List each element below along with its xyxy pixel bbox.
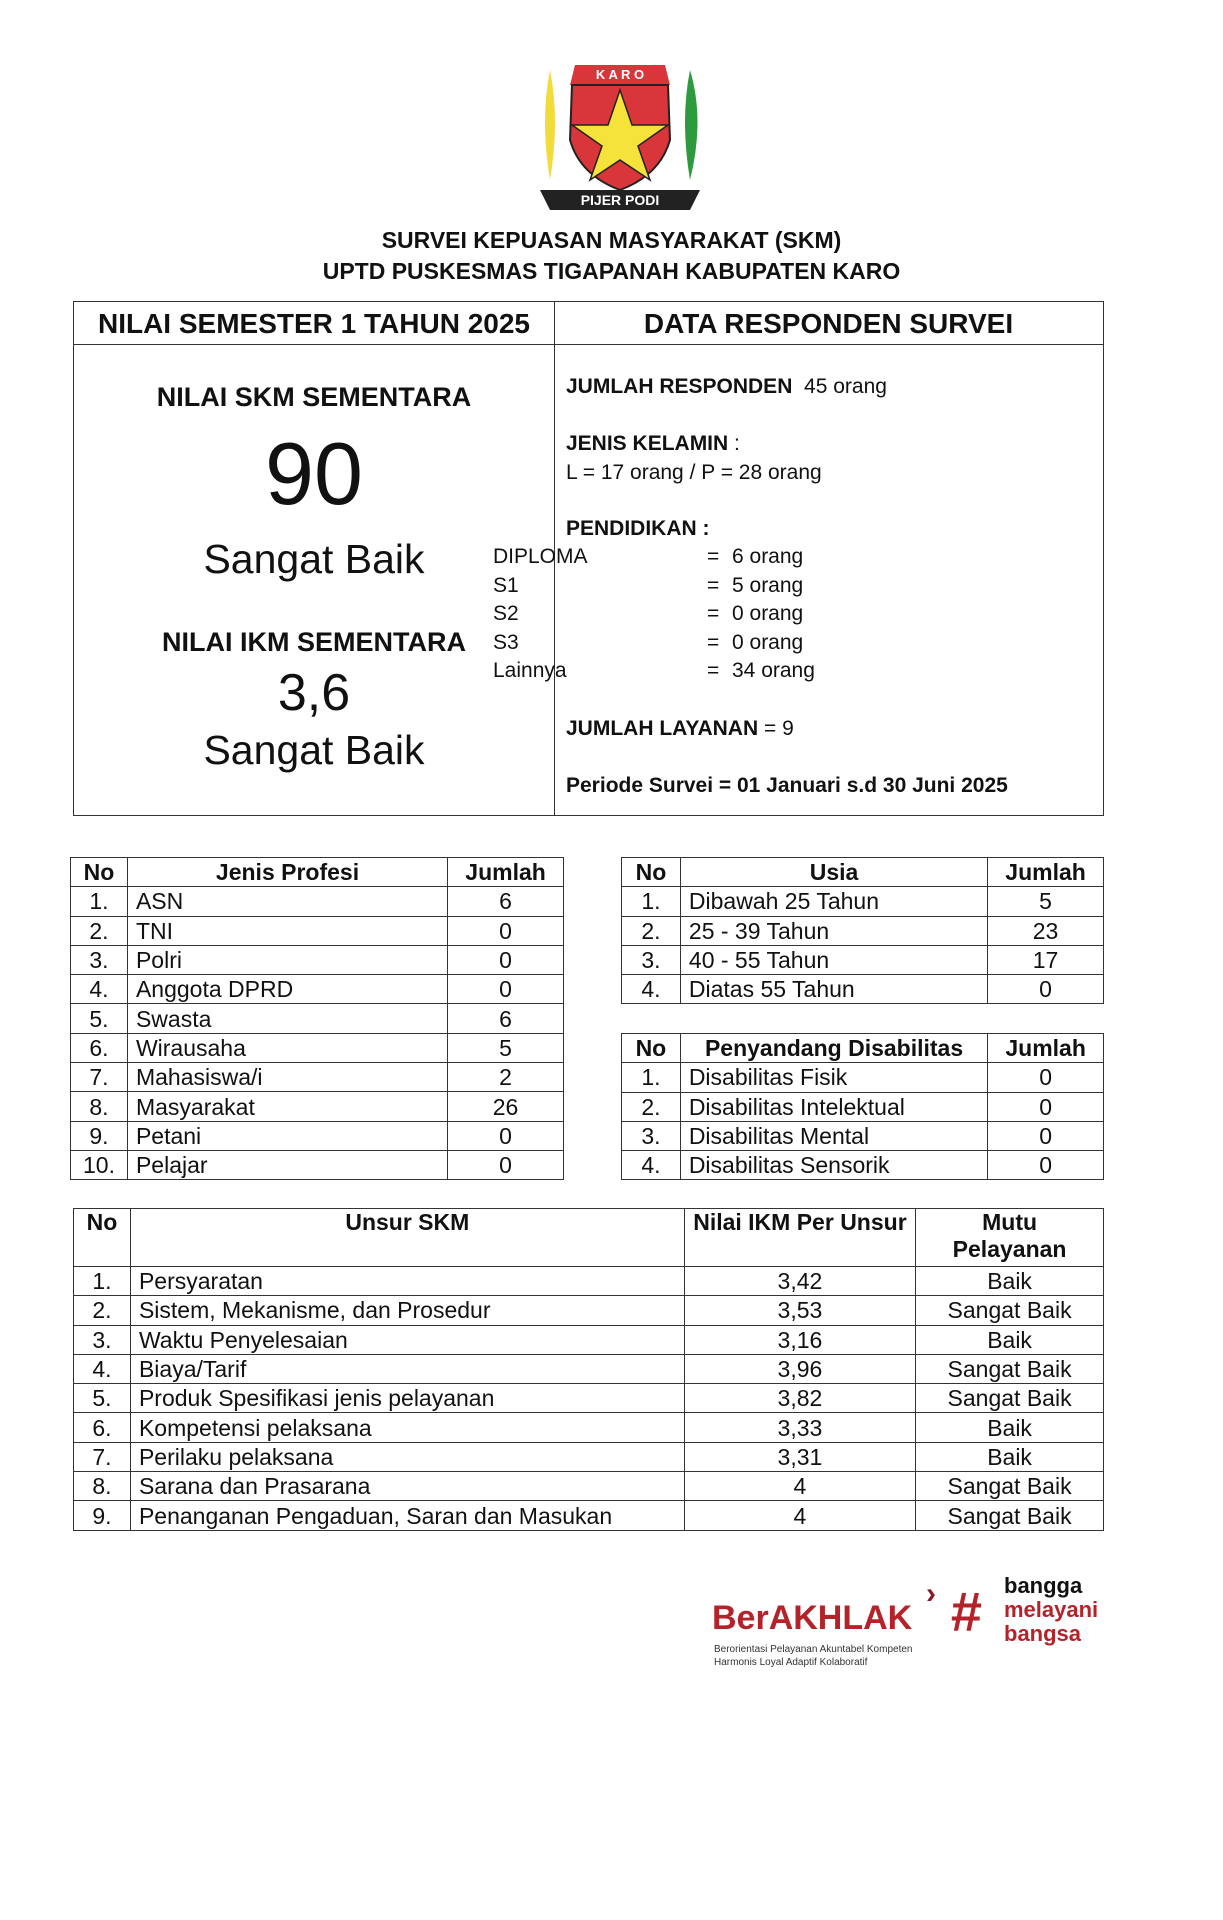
- table-cell: 0: [988, 1121, 1104, 1150]
- table-row: [71, 1092, 564, 1121]
- table-row: [622, 1063, 1104, 1092]
- equals-sign: =: [707, 545, 720, 568]
- table-row: [71, 887, 564, 916]
- table-cell: ASN: [127, 887, 447, 916]
- pendidikan-count: 34 orang: [732, 659, 815, 682]
- table-cell: Dibawah 25 Tahun: [680, 887, 987, 916]
- table-cell: 4: [684, 1501, 915, 1530]
- table-cell: Sarana dan Prasarana: [130, 1472, 684, 1501]
- table-cell: Mahasiswa/i: [127, 1063, 447, 1092]
- table-cell: Penanganan Pengaduan, Saran dan Masukan: [130, 1501, 684, 1530]
- table-row: [74, 1413, 1104, 1442]
- table-cell: 0: [448, 1121, 564, 1150]
- table-cell: 8.: [71, 1092, 128, 1121]
- table-cell: Baik: [916, 1267, 1104, 1296]
- table-row: [74, 1442, 1104, 1471]
- column-header: No: [622, 1034, 681, 1063]
- table-row: [71, 916, 564, 945]
- table-cell: 4.: [622, 1151, 681, 1180]
- table-cell: 2.: [622, 916, 681, 945]
- table-cell: 3.: [622, 945, 681, 974]
- table-cell: 6.: [71, 1033, 128, 1062]
- table-cell: Wirausaha: [127, 1033, 447, 1062]
- table-cell: Polri: [127, 945, 447, 974]
- table-header-row: [622, 1034, 1104, 1063]
- table-cell: 25 - 39 Tahun: [680, 916, 987, 945]
- pendidikan-count: 0 orang: [732, 602, 804, 625]
- column-header: Jumlah: [448, 858, 564, 887]
- table-cell: 7.: [71, 1063, 128, 1092]
- table-row: [622, 916, 1104, 945]
- berakhlak-brand: BerAKHLAK: [712, 1599, 913, 1637]
- table-row: [74, 1354, 1104, 1383]
- table-row: [71, 1121, 564, 1150]
- kelamin-colon: :: [728, 432, 740, 455]
- pendidikan-count: 6 orang: [732, 545, 804, 568]
- table-cell: 3,16: [684, 1325, 915, 1354]
- table-row: [622, 1092, 1104, 1121]
- table-cell: Disabilitas Intelektual: [680, 1092, 987, 1121]
- table-cell: Sangat Baik: [916, 1501, 1104, 1530]
- table-cell: 0: [448, 1150, 564, 1179]
- periode-survei: Periode Survei = 01 Januari s.d 30 Juni 2025: [566, 774, 1008, 797]
- table-cell: 3.: [622, 1121, 681, 1150]
- chevron-icon: ›: [926, 1577, 936, 1610]
- table-cell: 2.: [622, 1092, 681, 1121]
- pendidikan-count: 5 orang: [732, 573, 804, 597]
- skm-label: NILAI SKM SEMENTARA: [156, 382, 472, 412]
- pendidikan-level: DIPLOMA: [493, 545, 588, 568]
- table-cell: 4.: [71, 975, 128, 1004]
- equals-sign: =: [707, 659, 720, 682]
- column-header: No: [71, 858, 128, 887]
- pendidikan-level: S2: [493, 602, 519, 625]
- table-cell: Masyarakat: [127, 1092, 447, 1121]
- pendidikan-label: PENDIDIKAN :: [566, 517, 710, 540]
- table-cell: 26: [448, 1092, 564, 1121]
- ikm-grade: Sangat Baik: [203, 727, 425, 773]
- hashtag-icon: #: [950, 1580, 982, 1643]
- table-cell: 1.: [622, 1063, 681, 1092]
- summary-box: [73, 301, 1104, 816]
- table-cell: Kompetensi pelaksana: [130, 1413, 684, 1442]
- skm-value: 90: [265, 424, 363, 523]
- equals-sign: =: [707, 630, 720, 654]
- table-row: [71, 1004, 564, 1033]
- table-cell: 3,31: [684, 1442, 915, 1471]
- column-header: Usia: [680, 858, 987, 887]
- table-cell: Waktu Penyelesaian: [130, 1325, 684, 1354]
- column-header: Nilai IKM Per Unsur: [684, 1209, 915, 1267]
- table-cell: 8.: [74, 1472, 131, 1501]
- table-cell: 2.: [74, 1296, 131, 1325]
- table-cell: Baik: [916, 1413, 1104, 1442]
- table-cell: 3,53: [684, 1296, 915, 1325]
- table-cell: 17: [988, 945, 1104, 974]
- ikm-value: 3,6: [277, 664, 351, 722]
- table-cell: 9.: [71, 1121, 128, 1150]
- table-row: [622, 945, 1104, 974]
- table-cell: 1.: [71, 887, 128, 916]
- layanan-label: JUMLAH LAYANAN: [566, 717, 759, 740]
- responden-value: 45 orang: [804, 375, 887, 398]
- table-cell: 5: [448, 1033, 564, 1062]
- table-cell: Diatas 55 Tahun: [680, 975, 987, 1004]
- table-cell: 3.: [74, 1325, 131, 1354]
- table-row: [74, 1384, 1104, 1413]
- table-row: [71, 1063, 564, 1092]
- table-cell: 2.: [71, 916, 128, 945]
- column-header: Jumlah: [988, 1034, 1104, 1063]
- slogan-melayani: melayani: [1004, 1597, 1099, 1622]
- unsur-table: [73, 1208, 1104, 1531]
- column-header: No: [622, 858, 681, 887]
- kelamin-value: L = 17 orang / P = 28 orang: [566, 461, 822, 484]
- ikm-label: NILAI IKM SEMENTARA: [162, 627, 466, 657]
- table-cell: 3,33: [684, 1413, 915, 1442]
- usia-table: [621, 857, 1104, 1004]
- berakhlak-tagline-2: Harmonis Loyal Adaptif Kolaboratif: [714, 1657, 868, 1668]
- table-cell: 3,96: [684, 1354, 915, 1383]
- table-cell: 0: [448, 975, 564, 1004]
- logo-banner-text: K A R O: [595, 67, 645, 82]
- table-cell: Anggota DPRD: [127, 975, 447, 1004]
- table-cell: TNI: [127, 916, 447, 945]
- table-cell: 1.: [622, 887, 681, 916]
- column-header: Jenis Profesi: [127, 858, 447, 887]
- slogan-bangga: bangga: [1004, 1573, 1083, 1598]
- table-cell: Perilaku pelaksana: [130, 1442, 684, 1471]
- kelamin-label: JENIS KELAMIN: [566, 432, 729, 455]
- table-cell: Disabilitas Fisik: [680, 1063, 987, 1092]
- skm-grade: Sangat Baik: [203, 536, 425, 582]
- table-cell: 0: [988, 1092, 1104, 1121]
- table-cell: 3,82: [684, 1384, 915, 1413]
- table-cell: 5.: [71, 1004, 128, 1033]
- table-cell: Sangat Baik: [916, 1296, 1104, 1325]
- table-cell: 0: [988, 1151, 1104, 1180]
- table-row: [74, 1501, 1104, 1530]
- table-row: [71, 1033, 564, 1062]
- pendidikan-level: S1: [493, 573, 519, 597]
- table-cell: Sangat Baik: [916, 1354, 1104, 1383]
- table-header-row: [71, 858, 564, 887]
- table-cell: 6.: [74, 1413, 131, 1442]
- equals-sign: =: [707, 602, 720, 625]
- table-row: [622, 1151, 1104, 1180]
- berakhlak-logo: [712, 1574, 1122, 1678]
- pendidikan-count: 0 orang: [732, 630, 804, 654]
- table-row: [622, 887, 1104, 916]
- column-header: Mutu Pelayanan: [916, 1209, 1104, 1267]
- table-cell: Pelajar: [127, 1150, 447, 1179]
- column-header: No: [74, 1209, 131, 1267]
- table-cell: Baik: [916, 1325, 1104, 1354]
- responden-label: JUMLAH RESPONDEN: [566, 375, 793, 398]
- equals-sign: =: [707, 573, 720, 597]
- table-cell: 1.: [74, 1267, 131, 1296]
- table-cell: 0: [988, 975, 1104, 1004]
- table-cell: Disabilitas Mental: [680, 1121, 987, 1150]
- table-cell: Produk Spesifikasi jenis pelayanan: [130, 1384, 684, 1413]
- table-cell: Biaya/Tarif: [130, 1354, 684, 1383]
- column-header: Unsur SKM: [130, 1209, 684, 1267]
- table-row: [74, 1325, 1104, 1354]
- column-header: Penyandang Disabilitas: [680, 1034, 987, 1063]
- table-cell: 2: [448, 1063, 564, 1092]
- table-cell: 9.: [74, 1501, 131, 1530]
- table-cell: 6: [448, 887, 564, 916]
- respondent-heading: DATA RESPONDEN SURVEI: [554, 302, 1103, 345]
- table-cell: 10.: [71, 1150, 128, 1179]
- table-cell: 3.: [71, 945, 128, 974]
- logo-motto-text: PIJER PODI: [580, 192, 660, 208]
- table-cell: Swasta: [127, 1004, 447, 1033]
- column-header: Jumlah: [988, 858, 1104, 887]
- table-cell: 4.: [74, 1354, 131, 1383]
- table-cell: 4.: [622, 975, 681, 1004]
- table-cell: Baik: [916, 1442, 1104, 1471]
- table-header-row: [74, 1209, 1104, 1267]
- table-cell: 4: [684, 1472, 915, 1501]
- table-row: [74, 1296, 1104, 1325]
- table-cell: 23: [988, 916, 1104, 945]
- table-cell: 5.: [74, 1384, 131, 1413]
- table-cell: 0: [448, 945, 564, 974]
- disabilitas-table: [621, 1033, 1104, 1180]
- table-cell: 0: [448, 916, 564, 945]
- pendidikan-level: S3: [493, 630, 519, 654]
- table-cell: Persyaratan: [130, 1267, 684, 1296]
- table-row: [71, 975, 564, 1004]
- table-row: [71, 1150, 564, 1179]
- table-cell: Disabilitas Sensorik: [680, 1151, 987, 1180]
- institution-title: UPTD PUSKESMAS TIGAPANAH KABUPATEN KARO: [322, 258, 901, 284]
- table-row: [622, 1121, 1104, 1150]
- layanan-value: = 9: [758, 717, 794, 740]
- table-cell: Sangat Baik: [916, 1472, 1104, 1501]
- survey-title: SURVEI KEPUASAN MASYARAKAT (SKM): [381, 227, 842, 253]
- table-row: [71, 945, 564, 974]
- table-cell: 0: [988, 1063, 1104, 1092]
- table-cell: Petani: [127, 1121, 447, 1150]
- berakhlak-tagline-1: Berorientasi Pelayanan Akuntabel Kompeten: [714, 1644, 913, 1655]
- table-header-row: [622, 858, 1104, 887]
- semester-heading: NILAI SEMESTER 1 TAHUN 2025: [74, 302, 554, 345]
- table-cell: 7.: [74, 1442, 131, 1471]
- table-cell: 3,42: [684, 1267, 915, 1296]
- table-cell: 5: [988, 887, 1104, 916]
- table-row: [622, 975, 1104, 1004]
- table-cell: Sistem, Mekanisme, dan Prosedur: [130, 1296, 684, 1325]
- table-cell: Sangat Baik: [916, 1384, 1104, 1413]
- profesi-table: [70, 857, 564, 1180]
- table-cell: 40 - 55 Tahun: [680, 945, 987, 974]
- pendidikan-level: Lainnya: [493, 659, 567, 682]
- table-row: [74, 1472, 1104, 1501]
- slogan-bangsa: bangsa: [1004, 1621, 1082, 1646]
- table-row: [74, 1267, 1104, 1296]
- table-cell: 6: [448, 1004, 564, 1033]
- karo-logo: [520, 50, 720, 215]
